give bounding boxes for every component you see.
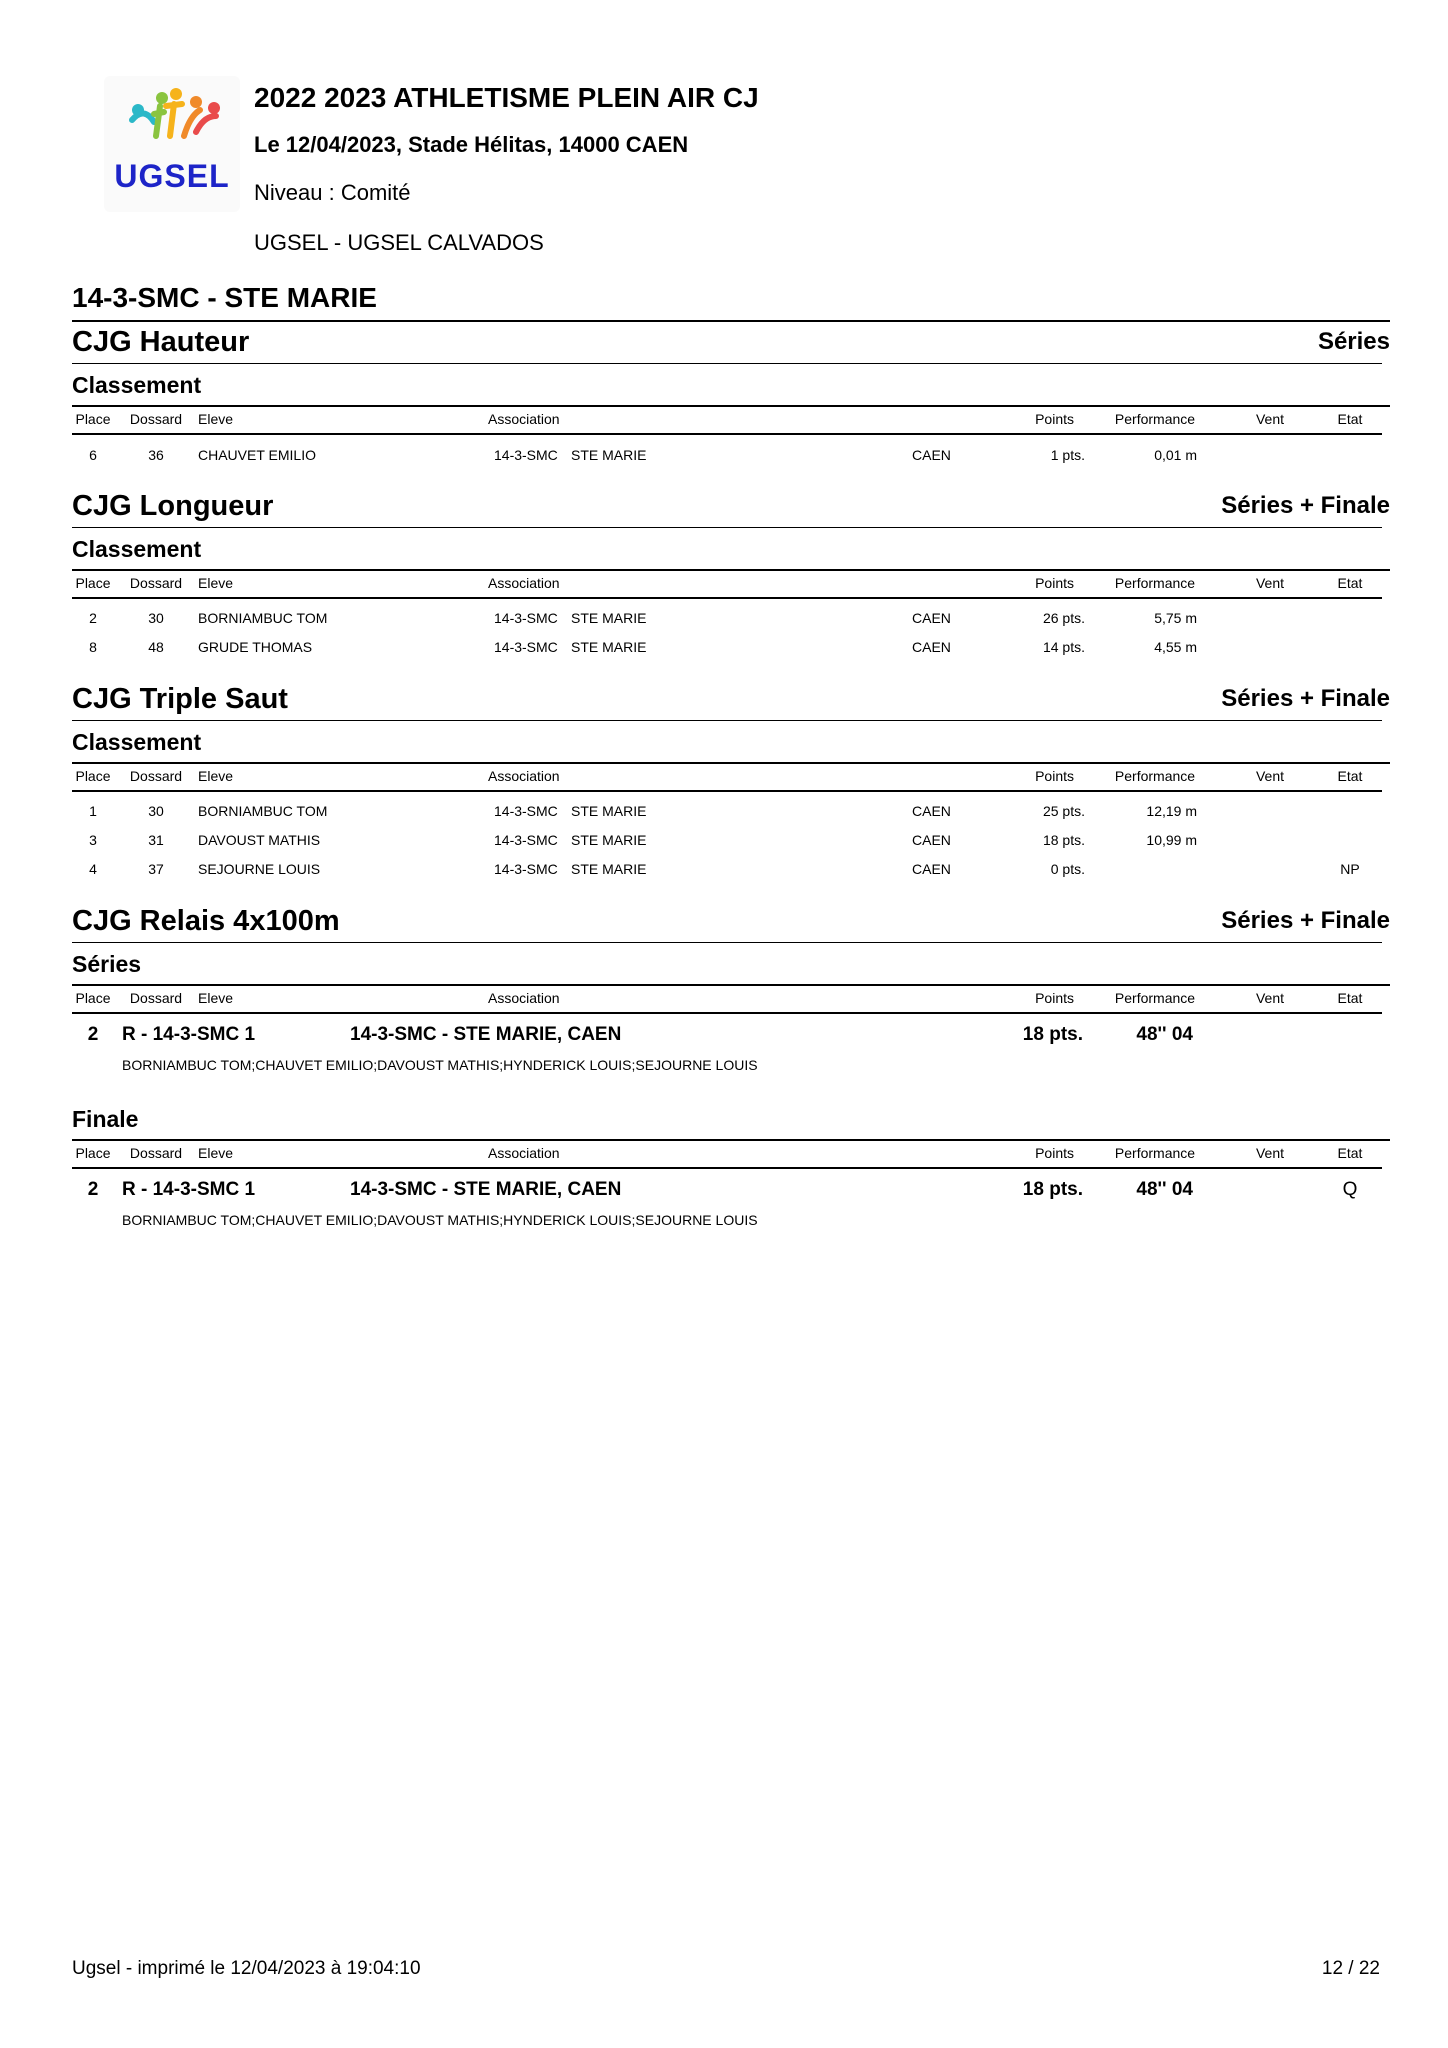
col-vent: Vent	[1255, 768, 1285, 784]
logo-text: UGSEL	[114, 158, 230, 194]
col-points: Points	[1035, 411, 1074, 427]
cell-dossard: 48	[148, 639, 164, 655]
relay-points: 18 pts.	[1022, 1024, 1083, 1045]
document-title: 2022 2023 ATHLETISME PLEIN AIR CJ	[254, 82, 759, 113]
col-association: Association	[488, 990, 560, 1006]
cell-school: STE MARIE	[571, 832, 647, 848]
cell-etat: NP	[1340, 861, 1360, 877]
divider	[72, 762, 1390, 764]
athletes-figures-icon	[104, 76, 240, 156]
col-eleve: Eleve	[198, 768, 234, 784]
cell-school: STE MARIE	[571, 639, 647, 655]
cell-code: 14-3-SMC	[494, 861, 558, 877]
col-etat: Etat	[1337, 411, 1363, 427]
col-etat: Etat	[1337, 1145, 1363, 1161]
cell-school: STE MARIE	[571, 861, 647, 877]
cell-points: 18 pts.	[1042, 832, 1085, 848]
relay-members: BORNIAMBUC TOM;CHAUVET EMILIO;DAVOUST MATHIS;HYNDERICK LOUIS;SEJOURNE LOUIS	[122, 1212, 758, 1228]
cell-performance: 0,01 m	[1154, 447, 1197, 463]
section-title: Finale	[72, 1106, 139, 1132]
cell-school: STE MARIE	[571, 447, 647, 463]
col-points: Points	[1035, 1145, 1074, 1161]
col-place: Place	[75, 1145, 111, 1161]
document-subtitle: Le 12/04/2023, Stade Hélitas, 14000 CAEN	[254, 132, 689, 157]
cell-school: STE MARIE	[571, 610, 647, 626]
level-label: Niveau : Comité	[254, 180, 411, 205]
relay-association: 14-3-SMC - STE MARIE, CAEN	[350, 1179, 622, 1200]
cell-city: CAEN	[912, 447, 951, 463]
col-dossard: Dossard	[129, 768, 183, 784]
col-vent: Vent	[1255, 575, 1285, 591]
cell-place: 6	[89, 447, 97, 463]
col-dossard: Dossard	[129, 990, 183, 1006]
cell-dossard: 31	[148, 832, 164, 848]
relay-performance: 48'' 04	[1136, 1024, 1193, 1045]
cell-performance: 12,19 m	[1146, 803, 1197, 819]
cell-eleve: CHAUVET EMILIO	[198, 447, 316, 463]
relay-place: 2	[87, 1024, 99, 1045]
cell-code: 14-3-SMC	[494, 610, 558, 626]
divider	[72, 984, 1390, 986]
relay-points: 18 pts.	[1022, 1179, 1083, 1200]
col-eleve: Eleve	[198, 990, 234, 1006]
cell-points: 0 pts.	[1050, 861, 1085, 877]
col-performance: Performance	[1114, 768, 1196, 784]
divider	[72, 527, 1382, 528]
event-title: CJG Relais 4x100m	[72, 905, 340, 937]
event-type: Séries + Finale	[1221, 685, 1390, 712]
cell-points: 25 pts.	[1042, 803, 1085, 819]
col-vent: Vent	[1255, 1145, 1285, 1161]
club-title: 14-3-SMC - STE MARIE	[72, 282, 377, 313]
col-dossard: Dossard	[129, 411, 183, 427]
col-etat: Etat	[1337, 768, 1363, 784]
col-place: Place	[75, 768, 111, 784]
divider	[72, 1167, 1382, 1169]
cell-city: CAEN	[912, 803, 951, 819]
event-type: Séries + Finale	[1221, 492, 1390, 519]
event-title: CJG Hauteur	[72, 326, 250, 358]
cell-city: CAEN	[912, 639, 951, 655]
col-eleve: Eleve	[198, 1145, 234, 1161]
cell-performance: 4,55 m	[1154, 639, 1197, 655]
cell-place: 4	[89, 861, 97, 877]
cell-place: 2	[89, 610, 97, 626]
cell-place: 1	[89, 803, 97, 819]
col-points: Points	[1035, 575, 1074, 591]
event-type: Séries	[1317, 328, 1390, 355]
cell-place: 3	[89, 832, 97, 848]
cell-eleve: DAVOUST MATHIS	[198, 832, 321, 848]
col-etat: Etat	[1337, 990, 1363, 1006]
col-points: Points	[1035, 990, 1074, 1006]
col-performance: Performance	[1114, 575, 1196, 591]
cell-eleve: BORNIAMBUC TOM	[198, 803, 328, 819]
cell-dossard: 30	[148, 803, 164, 819]
print-timestamp: Ugsel - imprimé le 12/04/2023 à 19:04:10	[72, 1958, 421, 1979]
organisation-label: UGSEL - UGSEL CALVADOS	[254, 230, 544, 255]
divider	[72, 320, 1390, 322]
page-number: 12 / 22	[1321, 1958, 1380, 1979]
col-association: Association	[488, 768, 560, 784]
col-place: Place	[75, 411, 111, 427]
divider	[72, 790, 1382, 792]
section-title: Séries	[72, 951, 142, 977]
cell-dossard: 30	[148, 610, 164, 626]
cell-dossard: 36	[148, 447, 164, 463]
relay-team: R - 14-3-SMC 1	[122, 1179, 256, 1200]
cell-eleve: GRUDE THOMAS	[198, 639, 313, 655]
cell-performance: 10,99 m	[1146, 832, 1197, 848]
cell-eleve: BORNIAMBUC TOM	[198, 610, 328, 626]
relay-members: BORNIAMBUC TOM;CHAUVET EMILIO;DAVOUST MATHIS;HYNDERICK LOUIS;SEJOURNE LOUIS	[122, 1057, 758, 1073]
relay-place: 2	[87, 1179, 99, 1200]
cell-city: CAEN	[912, 610, 951, 626]
cell-place: 8	[89, 639, 97, 655]
col-etat: Etat	[1337, 575, 1363, 591]
divider	[72, 405, 1390, 407]
cell-eleve: SEJOURNE LOUIS	[198, 861, 321, 877]
event-title: CJG Longueur	[72, 490, 274, 522]
relay-etat: Q	[1342, 1179, 1358, 1200]
cell-points: 26 pts.	[1042, 610, 1085, 626]
col-association: Association	[488, 411, 560, 427]
divider	[72, 363, 1382, 364]
divider	[72, 1012, 1382, 1014]
col-dossard: Dossard	[129, 1145, 183, 1161]
section-title: Classement	[72, 372, 202, 398]
cell-school: STE MARIE	[571, 803, 647, 819]
cell-city: CAEN	[912, 861, 951, 877]
col-eleve: Eleve	[198, 575, 234, 591]
col-vent: Vent	[1255, 411, 1285, 427]
cell-points: 1 pts.	[1050, 447, 1085, 463]
col-performance: Performance	[1114, 990, 1196, 1006]
divider	[72, 433, 1382, 435]
col-place: Place	[75, 990, 111, 1006]
relay-team: R - 14-3-SMC 1	[122, 1024, 256, 1045]
relay-association: 14-3-SMC - STE MARIE, CAEN	[350, 1024, 622, 1045]
cell-code: 14-3-SMC	[494, 803, 558, 819]
col-points: Points	[1035, 768, 1074, 784]
cell-code: 14-3-SMC	[494, 447, 558, 463]
section-title: Classement	[72, 536, 202, 562]
cell-performance: 5,75 m	[1154, 610, 1197, 626]
divider	[72, 1139, 1390, 1141]
divider	[72, 720, 1382, 721]
col-association: Association	[488, 1145, 560, 1161]
divider	[72, 942, 1382, 943]
col-place: Place	[75, 575, 111, 591]
cell-city: CAEN	[912, 832, 951, 848]
section-title: Classement	[72, 729, 202, 755]
cell-code: 14-3-SMC	[494, 639, 558, 655]
divider	[72, 569, 1390, 571]
col-performance: Performance	[1114, 1145, 1196, 1161]
col-vent: Vent	[1255, 990, 1285, 1006]
cell-points: 14 pts.	[1042, 639, 1085, 655]
event-type: Séries + Finale	[1221, 907, 1390, 934]
cell-code: 14-3-SMC	[494, 832, 558, 848]
col-performance: Performance	[1114, 411, 1196, 427]
event-title: CJG Triple Saut	[72, 683, 288, 715]
col-association: Association	[488, 575, 560, 591]
col-dossard: Dossard	[129, 575, 183, 591]
cell-dossard: 37	[148, 861, 164, 877]
col-eleve: Eleve	[198, 411, 234, 427]
ugsel-logo	[104, 76, 240, 212]
divider	[72, 597, 1382, 599]
relay-performance: 48'' 04	[1136, 1179, 1193, 1200]
